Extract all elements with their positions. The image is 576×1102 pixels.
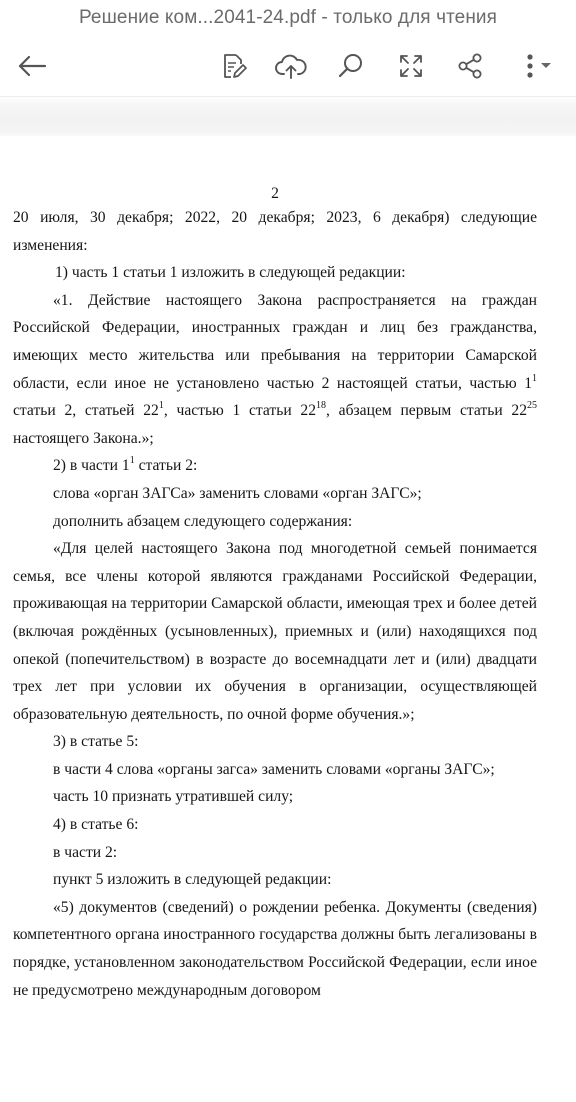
superscript: 18: [316, 400, 327, 412]
item-2-part-a: 2) в части 1: [53, 457, 130, 475]
superscript: 1: [158, 400, 164, 412]
superscript: 25: [527, 400, 537, 412]
quote-1-part-b: статьи 2, статьей 22: [13, 402, 159, 420]
superscript: 1: [129, 455, 135, 467]
quote-2: «Для целей настоящего Закона под многодетной семьей понимается семья, все члены которой являются гражданами Российской Федерации, проживающая на территории Самарской области, имеющая трех и более детей (включая рождённых (усыновленных), приемных и (или) находящихся под опекой (попечительством) в возрасте до восемнадцати лет и (или) двадцати трех лет при условии их обучения в организации, осуществляющей образовательную деятельность, по очной форме обучения.»;: [13, 540, 537, 723]
more-options-icon: [516, 51, 556, 81]
item-4-line-1: в части 2:: [53, 843, 118, 861]
quote-3: «5) документов (сведений) о рождении ребенка. Документы (сведения) компетентного органа иностранного государства должны быть легализованы в порядке, установленном законодательством Российской Федерации, если иное не предусмотрено международным договором: [13, 898, 537, 999]
toolbar: [0, 36, 576, 96]
quote-1-part-d: , абзацем первым статьи 22: [326, 402, 527, 420]
toolbar-divider: [0, 96, 576, 137]
back-button[interactable]: [14, 48, 50, 84]
edit-button[interactable]: [215, 48, 251, 84]
more-options-button[interactable]: [512, 48, 560, 84]
title-bar: [0, 0, 576, 36]
search-icon: [336, 51, 366, 81]
cloud-upload-icon: [275, 52, 307, 80]
quote-1-part-e: настоящего Закона.»;: [13, 429, 154, 447]
fullscreen-icon: [397, 52, 425, 80]
quote-1-part-a: «1. Действие настоящего Закона распространяется на граждан Российской Федерации, иностранных граждан и лиц без гражданства, имеющих место жительства или пребывания на территории Самарской области, если иное не установлено частью 2 настоящей статьи, частью 1: [13, 291, 537, 392]
upload-button[interactable]: [273, 48, 309, 84]
share-icon: [455, 51, 485, 81]
document-text: [13, 180, 537, 1004]
item-4: 4) в статье 6:: [53, 816, 139, 834]
document-title: Решение ком...2041-24.pdf - только для чтения: [78, 7, 498, 28]
item-4-line-2: пункт 5 изложить в следующей редакции:: [53, 871, 332, 889]
page-number: 2: [271, 185, 279, 202]
edit-document-icon: [218, 51, 248, 81]
share-button[interactable]: [452, 48, 488, 84]
item-2-line-1: слова «орган ЗАГСа» заменить словами «орган ЗАГС»;: [53, 484, 422, 502]
item-3: 3) в статье 5:: [53, 733, 139, 751]
document-page[interactable]: [0, 136, 576, 1102]
superscript: 1: [532, 372, 537, 384]
item-3-line-1: в части 4 слова «органы загса» заменить словами «органы ЗАГС»;: [53, 760, 495, 778]
item-1: 1) часть 1 статьи 1 изложить в следующей редакции:: [55, 264, 406, 282]
paragraph-intro: 20 июля, 30 декабря; 2022, 20 декабря; 2023, 6 декабря) следующие изменения:: [13, 209, 537, 254]
item-2-part-b: статьи 2:: [134, 457, 198, 475]
item-2: [13, 452, 537, 480]
item-3-line-2: часть 10 признать утратившей силу;: [53, 788, 294, 806]
quote-1: [13, 287, 537, 453]
quote-1-part-c: , частью 1 статьи 22: [163, 402, 317, 420]
search-button[interactable]: [333, 48, 369, 84]
item-2-line-2: дополнить абзацем следующего содержания:: [53, 512, 353, 530]
back-arrow-icon: [17, 54, 47, 78]
fullscreen-button[interactable]: [393, 48, 429, 84]
